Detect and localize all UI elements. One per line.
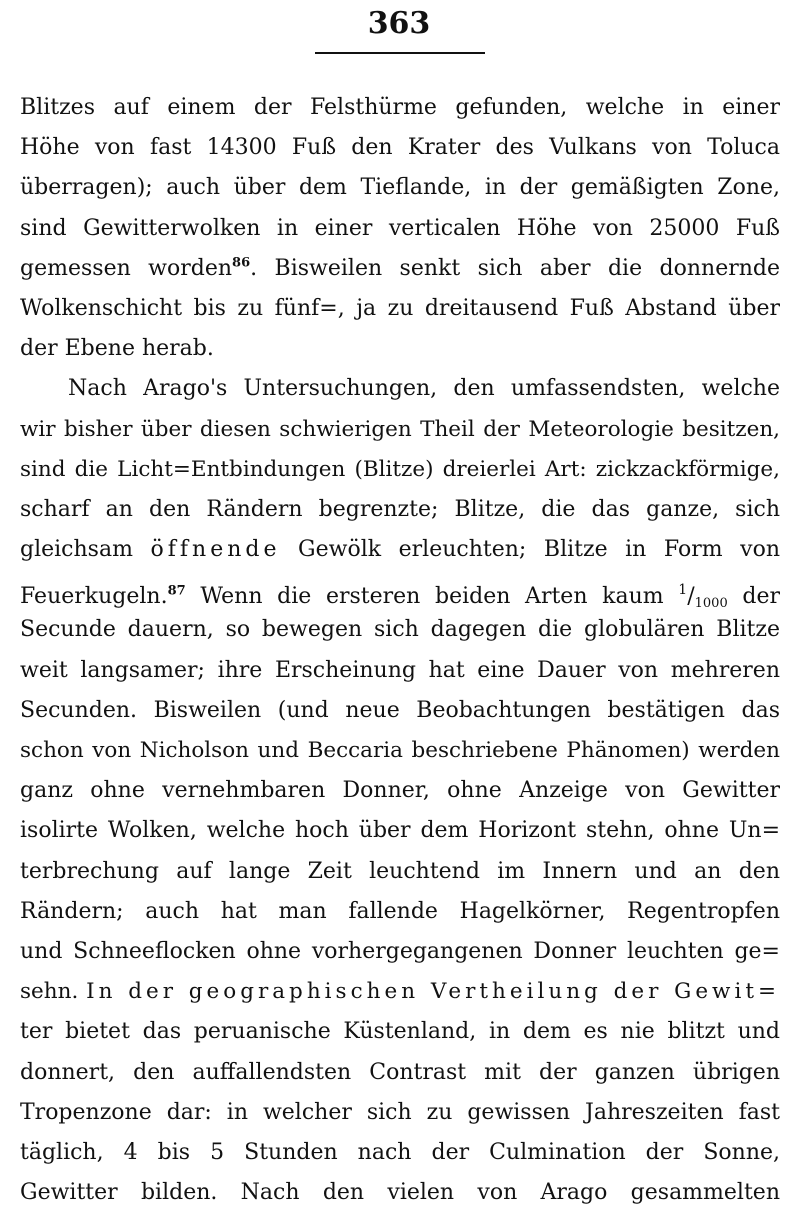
footnote-ref: 87	[167, 583, 186, 599]
text-line: täglich, 4 bis 5 Stunden nach der Culmination der Sonne,	[20, 1139, 780, 1165]
fraction-slash: /	[687, 584, 695, 610]
fraction-denominator: 1000	[694, 596, 728, 611]
text-segment: der	[727, 584, 780, 610]
text-line: und Schneeflocken ohne vorhergegangenen Donner leuchten ge=	[20, 938, 780, 964]
text-line	[20, 972, 780, 1012]
footnote-ref: 86	[232, 255, 251, 271]
text-line: überragen); auch über dem Tieflande, in der gemäßigten Zone,	[20, 175, 780, 201]
text-line: Höhe von fast 14300 Fuß den Krater des Vulkans von Toluca	[20, 135, 780, 161]
text-segment: Wenn die ersteren beiden Arten kaum	[185, 584, 679, 610]
spaced-emphasis: In der geographischen Vertheilung der Gewit=	[86, 979, 780, 1005]
text-line: isolirte Wolken, welche hoch über dem Horizont stehn, ohne Un=	[20, 818, 780, 844]
paragraph-first-line: Nach Arago's Untersuchungen, den umfassendsten, welche	[68, 376, 780, 402]
text-line	[20, 249, 780, 289]
header-rule	[315, 52, 485, 54]
text-line: sind die Licht=Entbindungen (Blitze) dreierlei Art: zickzackförmige,	[20, 456, 780, 482]
text-segment: gleichsam	[20, 537, 151, 563]
text-segment: . Bisweilen senkt sich aber die donnernde	[250, 255, 780, 281]
text-line: Rändern; auch hat man fallende Hagelkörner, Regentropfen	[20, 898, 780, 924]
fraction-numerator: 1	[678, 582, 688, 599]
text-line: weit langsamer; ihre Erscheinung hat eine Dauer von mehreren	[20, 657, 780, 683]
text-line: Wolkenschicht bis zu fünf=, ja zu dreitausend Fuß Abstand über	[20, 295, 780, 321]
text-line: Blitzes auf einem der Felsthürme gefunden, welche in einer	[20, 95, 780, 120]
text-line: Secunde dauern, so bewegen sich dagegen die globulären Blitze	[20, 617, 780, 643]
text-line: ganz ohne vernehmbaren Donner, ohne Anzeige von Gewitter	[20, 778, 780, 804]
text-segment: Feuerkugeln.	[20, 584, 168, 610]
text-line: terbrechung auf lange Zeit leuchtend im Innern und an den	[20, 858, 780, 884]
text-line: sind Gewitterwolken in einer verticalen Höhe von 25000 Fuß	[20, 215, 780, 241]
text-line: wir bisher über diesen schwierigen Theil der Meteorologie besitzen,	[20, 416, 780, 442]
text-line: ter bietet das peruanische Küstenland, in dem es nie blitzt und	[20, 1019, 780, 1045]
text-line: schon von Nicholson und Beccaria beschriebene Phänomen) werden	[20, 738, 780, 763]
text-line: Gewitter bilden. Nach den vielen von Arago gesammelten	[20, 1180, 780, 1206]
text-line: donnert, den auffallendsten Contrast mit der ganzen übrigen	[20, 1059, 780, 1085]
text-line: der Ebene herab.	[20, 336, 214, 362]
text-line	[20, 530, 780, 570]
text-line: Secunden. Bisweilen (und neue Beobachtungen bestätigen das	[20, 697, 780, 723]
text-segment: sehn.	[20, 979, 87, 1005]
text-line: scharf an den Rändern begrenzte; Blitze, die das ganze, sich	[20, 496, 780, 522]
spaced-emphasis: öffnende	[150, 537, 281, 563]
text-segment: Gewölk erleuchten; Blitze in Form von	[280, 537, 780, 563]
text-segment: gemessen worden	[20, 255, 233, 281]
page-number: 363	[367, 6, 431, 41]
text-line	[20, 570, 780, 610]
text-line: Tropenzone dar: in welcher sich zu gewissen Jahreszeiten fast	[20, 1099, 780, 1125]
body-text	[20, 88, 780, 1213]
